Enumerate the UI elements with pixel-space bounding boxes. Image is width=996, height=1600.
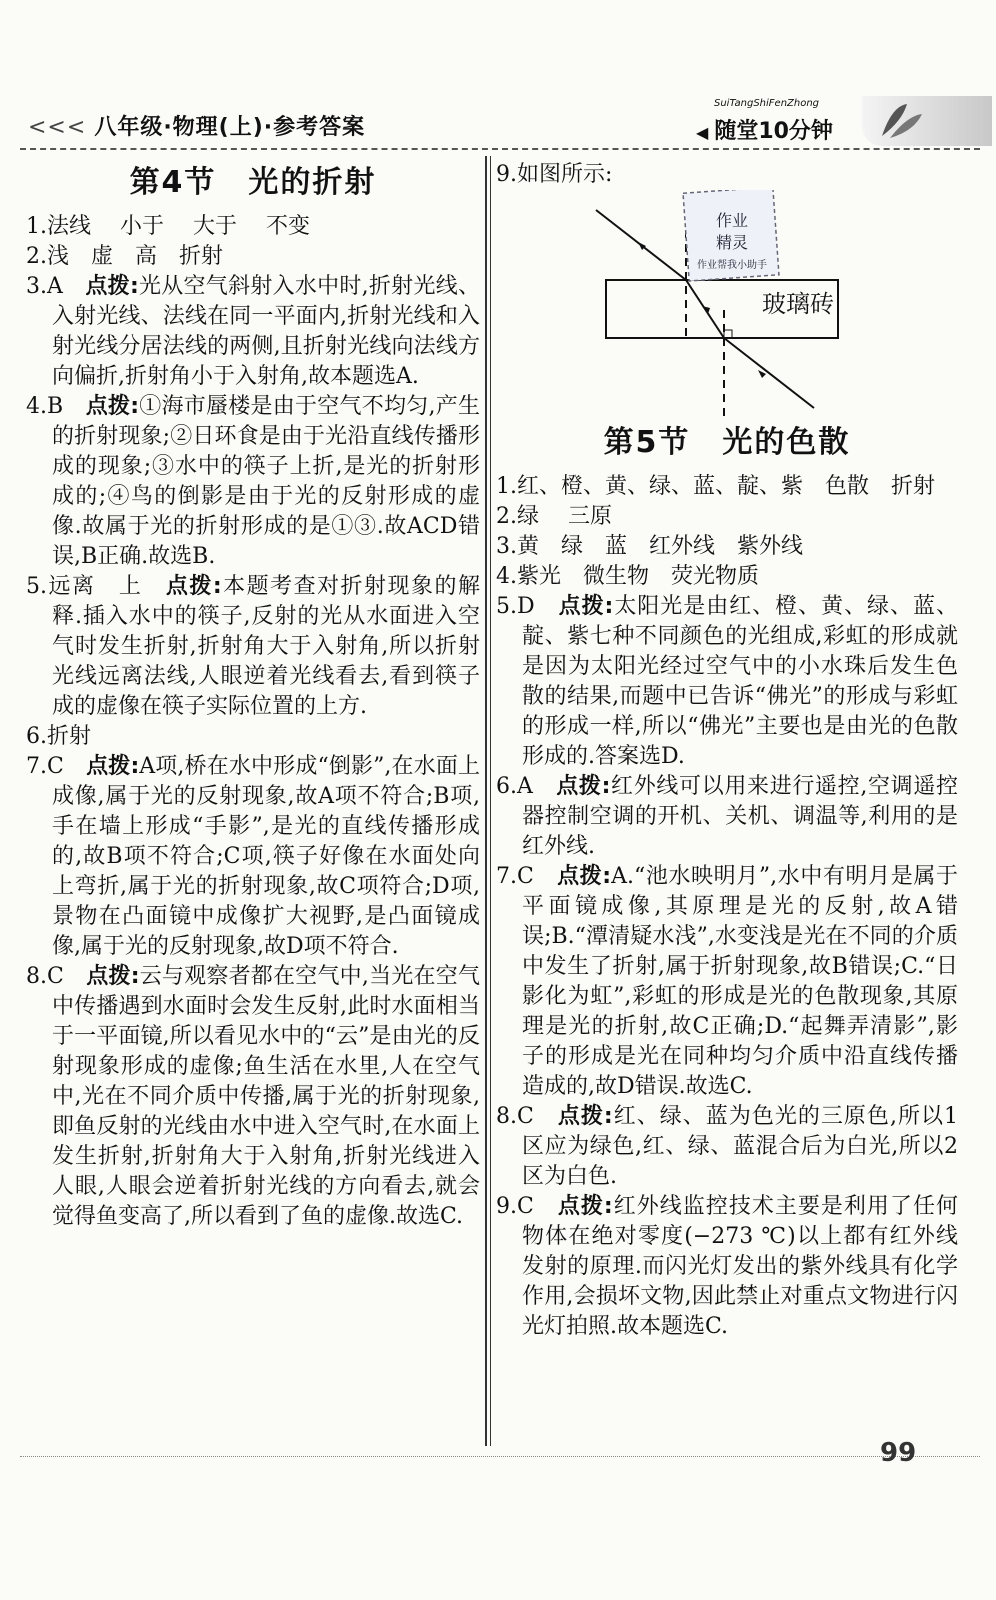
hint-keyword: 点拨: [556, 774, 611, 799]
answer-item [496, 532, 958, 562]
emergent-ray [724, 338, 814, 408]
hint-keyword: 点拨: [558, 594, 614, 619]
answer-item [26, 272, 480, 392]
header-rule [20, 148, 980, 150]
answer-number: 5.D [496, 594, 535, 619]
answer-text: 太阳光是由红、橙、黄、绿、蓝、靛、紫七种不同颜色的光组成,彩虹的形成就是因为太阳光经过空气中的小水珠后发生色散的结果,而题中已告诉“佛光”的形成与彩虹的形成一样,所以“佛光”主要也是由光的色散形成的.答案选D. [522, 594, 958, 769]
answer-list [26, 212, 480, 1232]
stamp-line3: 作业帮我小助手 [697, 260, 767, 271]
stamp-line2: 精灵 [715, 233, 749, 252]
header-logo [862, 96, 992, 146]
header-right [696, 114, 833, 145]
glass-label: 玻璃砖 [762, 290, 834, 318]
header-arrows: <<< [28, 115, 87, 140]
right-angle-mark [724, 330, 732, 338]
answer-text: 红、绿、蓝为色光的三原色,所以1区应为绿色,红、绿、蓝混合后为白光,所以2区为白色. [522, 1104, 958, 1189]
header-bullet-icon: ◀ [696, 123, 709, 142]
page-number: 99 [880, 1438, 917, 1468]
answer-number: 9.C [496, 1194, 534, 1219]
answer-text: A.“池水映明月”,水中有明月是属于平面镜成像,其原理是光的反射,故A错误;B.“潭清疑水浅”,水变浅是光在不同的介质中发生了折射,属于折射现象,故B错误;C.“日影化为虹”,彩虹的形成是光的色散现象,其原理是光的折射,故C正确;D.“起舞弄清影”,影子的形成是光在同种均匀介质中沿直线传播造成的,故D错误.故选C. [522, 864, 958, 1099]
answer-number: 8.C [26, 964, 64, 989]
answer-item [26, 242, 480, 272]
answer-text: 6.折射 [26, 724, 91, 749]
answer-item [496, 562, 958, 592]
hint-keyword: 点拨: [557, 1194, 613, 1219]
answer-item [496, 1102, 958, 1192]
answer-text: 1.红、橙、黄、绿、蓝、靛、紫 色散 折射 [496, 474, 935, 499]
answer-item [26, 722, 480, 752]
answer-number: 3.A [26, 274, 63, 299]
answer-item [496, 1192, 958, 1342]
answer-number: 6.A [496, 774, 533, 799]
section-title-2: 第5节 光的色散 [603, 425, 851, 460]
refraction-figure [496, 190, 956, 420]
answer-item [26, 212, 480, 242]
answer-text: 光从空气斜射入水中时,折射光线、入射光线、法线在同一平面内,折射光线和入射光线分居法线的两侧,且折射光线向法线方向偏折,折射角小于入射角,故本题选A. [52, 274, 480, 389]
answer-number: 5.远离 上 [26, 574, 143, 599]
header-left [28, 110, 365, 141]
answer-item [496, 592, 958, 772]
hint-keyword: 点拨: [86, 964, 140, 989]
answer-text: A项,桥在水中形成“倒影”,在水面上成像,属于光的反射现象,故A项不符合;B项,手在墙上形成“手影”,是光的直线传播形成的,故B项不符合;C项,筷子好像在水面处向上弯折,属于光的折射现象,故C项符合;D项,景物在凸面镜中成像扩大视野,是凸面镜成像,属于光的反射现象,故D项不符合. [52, 754, 480, 959]
right-column [496, 160, 958, 1342]
answer-number: 4.B [26, 394, 64, 419]
answer-list-2 [496, 472, 958, 1342]
answer-item [496, 862, 958, 1102]
answer-number: 7.C [26, 754, 64, 779]
answer-item [26, 752, 480, 962]
answer-text: 3.黄 绿 蓝 红外线 紫外线 [496, 534, 803, 559]
hint-keyword: 点拨: [85, 274, 139, 299]
answer-text: 云与观察者都在空气中,当光在空气中传播遇到水面时会发生反射,此时水面相当于一平面镜,所以看见水中的“云”是由光的反射现象形成的虚像;鱼生活在水里,人在空气中,光在不同介质中传播,属于光的折射现象,即鱼反射的光线由水中进入空气时,在水面上发生折射,折射角大于入射角,折射光线进入人眼,人眼会逆着折射光线的方向看去,就会觉得鱼变高了,所以看到了鱼的虚像.故选C. [52, 964, 480, 1229]
answer-item [496, 502, 958, 532]
hint-keyword: 点拨: [85, 394, 139, 419]
answer-text: 红外线监控技术主要是利用了任何物体在绝对零度(−273 ℃)以上都有红外线发射的原理.而闪光灯发出的紫外线具有化学作用,会损坏文物,因此禁止对重点文物进行闪光灯拍照.故本题选C. [522, 1194, 958, 1339]
answer-text: 本题考查对折射现象的解释.插入水中的筷子,反射的光从水面进入空气时发生折射,折射角大于入射角,所以折射光线远离法线,人眼逆着光线看去,看到筷子成的虚像在筷子实际位置的上方. [52, 574, 480, 719]
header-left-title: 八年级·物理(上)·参考答案 [94, 115, 366, 140]
left-column [26, 160, 480, 1232]
refraction-diagram [496, 190, 956, 420]
answer-item [496, 472, 958, 502]
stamp-line1: 作业 [715, 211, 749, 230]
column-divider [485, 156, 487, 1446]
answer-text: 1.法线 小于 大于 不变 [26, 214, 310, 239]
hint-keyword: 点拨: [165, 574, 222, 599]
hint-keyword: 点拨: [557, 1104, 613, 1129]
answer-text: 2.浅 虚 高 折射 [26, 244, 223, 269]
answer-number: 8.C [496, 1104, 534, 1129]
leaf-logo-icon [862, 96, 992, 146]
answer-item [496, 772, 958, 862]
hint-keyword: 点拨: [557, 864, 612, 889]
page-header [0, 96, 996, 146]
answer-item [26, 962, 480, 1232]
answer-text: 2.绿 三原 [496, 504, 612, 529]
answer-text: 红外线可以用来进行遥控,空调遥控器控制空调的开机、关机、调温等,利用的是红外线. [522, 774, 958, 859]
footer-rule [20, 1456, 980, 1457]
section-title: 第4节 光的折射 [129, 165, 377, 200]
emergent-arrow-icon [758, 370, 766, 378]
refracted-arrow-icon [702, 306, 710, 314]
header-pinyin: SuiTangShiFenZhong [714, 98, 820, 109]
q9-label: 9.如图所示: [496, 162, 613, 187]
answer-text: ①海市蜃楼是由于空气不均匀,产生的折射现象;②日环食是由于光沿直线传播形成的现象;③水中的筷子上折,是光的折射形成的;④鸟的倒影是由于光的反射形成的虚像.故属于光的折射形成的是①③.故ACD错误,B正确.故选B. [52, 394, 480, 569]
answer-item [26, 572, 480, 722]
column-divider-inner [490, 156, 491, 1446]
hint-keyword: 点拨: [86, 754, 140, 779]
header-right-title: 随堂10分钟 [714, 119, 833, 144]
answer-text: 4.紫光 微生物 荧光物质 [496, 564, 759, 589]
answer-number: 7.C [496, 864, 534, 889]
answer-item [26, 392, 480, 572]
